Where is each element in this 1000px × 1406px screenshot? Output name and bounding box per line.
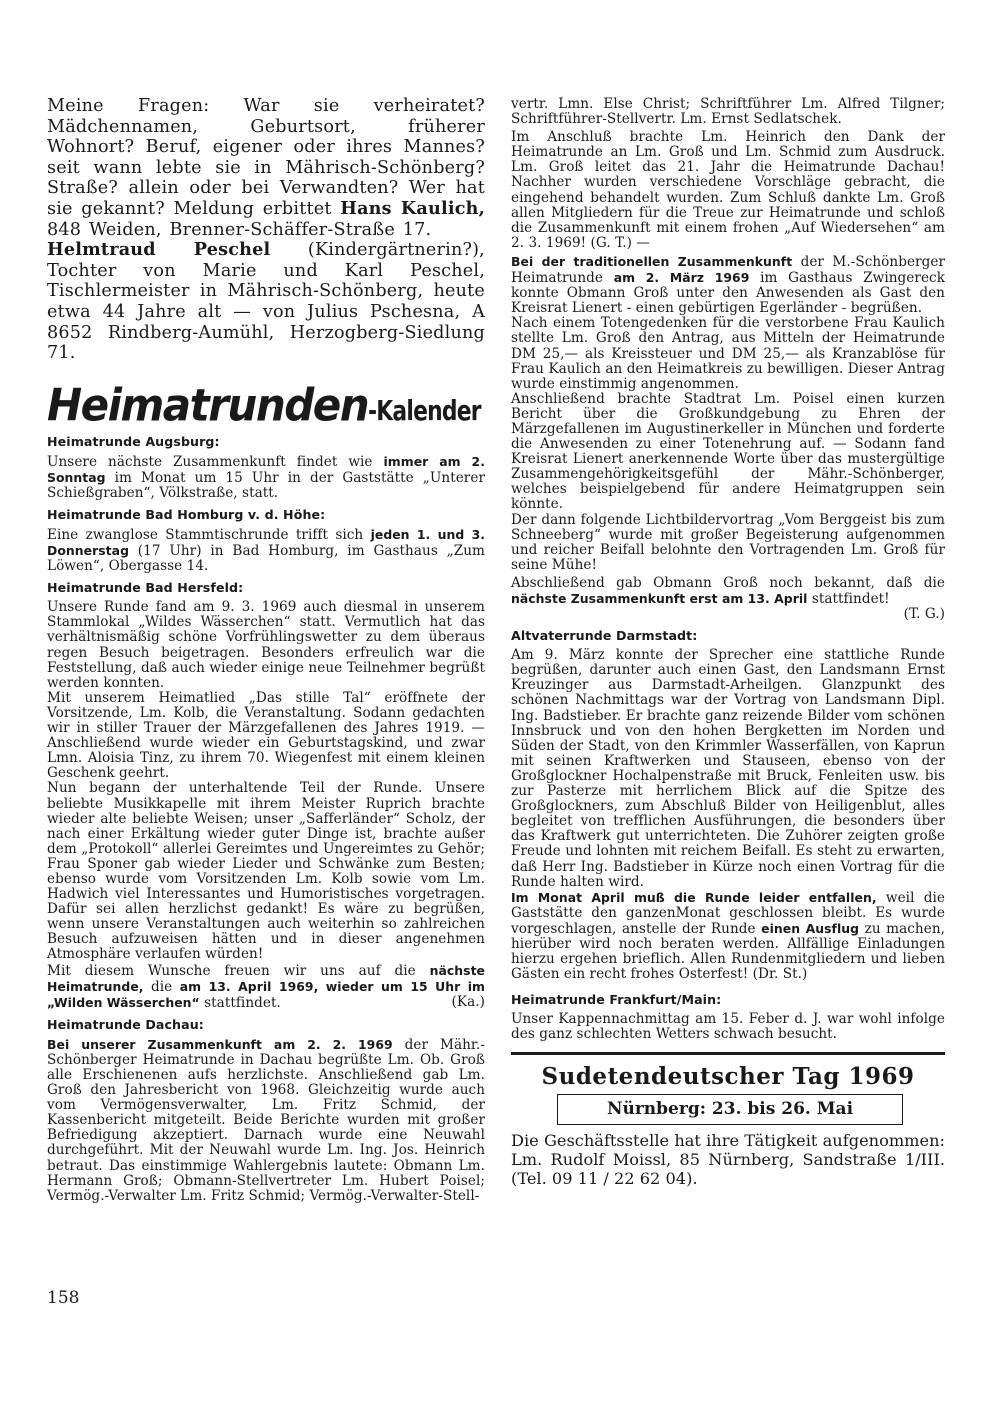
notice-text: Die Geschäftsstelle hat ihre Tätigkeit aufgenommen: Lm. Rudolf Moissl, 85 Nürnberg, Sandstraße 1/III. (Tel. 09 11 / 22 62 04). [511,1131,945,1189]
section-dachau-continued: vertr. Lmn. Else Christ; Schriftführer Lm. Alfred Tilgner; Schriftführer-Stellvertr. Lm. Ernst Sedlatschek. Im Anschluß brachte Lm. Heinrich den Dank der Heimatrunde an Lm. Groß und Lm. Schmid zum Ausdruck. Lm. Groß leitet das 21. Jahr die Heimatrunde Dachau! Nachher wurden verschiedene Vorschläge gebracht, die eingehend behandelt wurden. Zum Schluß dankte Lm. Groß allen Mitgliedern für die Treue zur Heimatrunde und schloß die Zusammenkunft mit einem frohen „Auf Wiedersehen“ am 2. 3. 1969! (G. T.) — Bei der traditionellen Zusammenkunft der M.-Schönberger Heimatrunde am 2. März 1969 im Gasthaus Zwingereck konnte Obmann Groß unter den Anwesenden als Gast den Kreisrat Lienert - einen gebürtigen Egerländer - begrüßen. Nach einem Totengedenken für die verstorbene Frau Kaulich stellte Lm. Groß den Antrag, aus Mitteln der Heimatrunde DM 25,— als Kreissteuer und DM 25,— als Kranzablöse für Frau Kaulich an den Heimatkreis zu bewilligen. Dieser Antrag wurde einstimmig angenommen. Anschließend brachte Stadtrat Lm. Poisel einen kurzen Bericht über die Großkundgebung zu Ehren der Märzgefallenen im Augustinerkeller in München und forderte die Anwesenden zu einer Totenehrung auf. — Sodann fand Kreisrat Lienert anerkennende Worte über das mustergültige Zusammengehörigkeitsgefühl der Mähr.-Schönberger, welches beispielgebend für andere Heimatgruppen sein könnte. Der dann folgende Lichtbildervortrag „Vom Berggeist bis zum Schneeberg“ wurde mit großer Begeisterung aufgenommen und reicher Beifall belohnte den Vortragenden Lm. Groß für seine Mühe! Abschließend gab Obmann Groß noch bekannt, daß die nächste Zusammenkunft erst am 13. April stattfindet! (T. G.) [511,96,945,623]
section-heading: Heimatrunde Frankfurt/Main: [511,992,722,1008]
section-heading: Altvaterrunde Darmstadt: [511,628,698,644]
kalender-heading: Heimatrunden-Kalender [47,379,481,431]
section-augsburg: Heimatrunde Augsburg: Unsere nächste Zusammenkunft findet wie immer am 2. Sonntag im Monat um 15 Uhr in der Gaststätte „Unterer Schießgraben“, Völkstraße, statt. [47,433,485,501]
section-bad-hersfeld: Heimatrunde Bad Hersfeld: Unsere Runde fand am 9. 3. 1969 auch diesmal in unserem Stammlokal „Wildes Wässerchen“ statt. Vermutlich hat das verhältnismäßig schöne Vorfrühlingswetter zu dem überaus regen Besuch beigetragen. Besonders erfreulich war die Feststellung, daß auch wieder einige neue Teilnehmer begrüßt werden konnten. Mit unserem Heimatlied „Das stille Tal“ eröffnete der Vorsitzende, Lm. Kolb, die Veranstaltung. Sodann gedachten wir in stiller Trauer der Märzgefallenen des Jahres 1919. — Anschließend wurde wieder ein Geburtstagskind, und zwar Lmn. Aloisia Tinz, zu ihrem 70. Wiegenfest mit einem kleinen Geschenk geehrt. Nun begann der unterhaltende Teil der Runde. Unsere beliebte Musikkapelle mit ihrem Meister Ruprich brachte wieder alte beliebte Weisen; unser „Safferländer“ Scholz, der nach einer Erkältung wieder guter Dinge ist, brachte außer dem „Protokoll“ allerlei Gereimtes und Ungereimtes zu Gehör; Frau Sponer gab wieder Lieder und Schwänke zum Besten; ebenso wurde vom Vorsitzenden Lm. Kolb sowie vom Lm. Hadwich viel Interessantes und Humoristisches vorgetragen. Dafür sei allen herzlichst gedankt! Es wäre zu begrüßen, wenn unsere Veranstaltungen auch weiterhin so zahlreichen Besuch aufzuweisen hätten und in dieser angenehmen Atmosphäre verlaufen würden! Mit diesem Wunsche freuen wir uns auf die nächste Heimatrunde, die am 13. April 1969, wieder um 15 Uhr im „Wilden Wässerchen“ stattfindet. (Ka.) [47,580,485,1011]
notice-title: Sudetendeutscher Tag 1969 [541,1063,915,1091]
notice-date-box: Nürnberg: 23. bis 26. Mai [557,1094,903,1125]
section-heading: Heimatrunde Bad Homburg v. d. Höhe: [47,507,326,522]
section-heading: Heimatrunde Augsburg: [47,433,220,449]
sudetendeutscher-tag-notice [511,1063,945,1188]
search-query-kaulich: Meine Fragen: War sie verheiratet? Mädchennamen, Geburtsort, früherer Wohnort? Beruf, eigener oder ihres Mannes? seit wann lebte sie in Mährisch-Schönberg? Straße? allein oder bei Verwandten? Wer hat sie gekannt? Meldung erbittet Hans Kaulich, 848 Weiden, Brenner-Schäffer-Straße 17. [47,96,485,240]
signature: (Ka.) [451,993,485,1010]
page-number: 158 [47,1288,80,1308]
section-bad-homburg: Heimatrunde Bad Homburg v. d. Höhe: Eine zwanglose Stammtischrunde trifft sich jeden 1. und 3. Donnerstag (17 Uhr) in Bad Homburg, im Gasthaus „Zum Löwen“, Obergasse 14. [47,507,485,575]
section-dachau: Heimatrunde Dachau: Bei unserer Zusammenkunft am 2. 2. 1969 der Mähr.-Schönberger Heimatrunde in Dachau begrüßte Lm. Ob. Groß alle Erschienenen aufs herzlichste. Anschließend gab Lm. Groß den Jahresbericht von 1968. Gleichzeitig wurde auch vom Vermögensverwalter, Lm. Fritz Schmid, der Kassenbericht mitgeteilt. Beide Berichte wurden mit großer Befriedigung akzeptiert. Darnach wurde eine Neuwahl durchgeführt. Mit der Neuwahl wurde Lm. Ing. Jos. Heinrich betraut. Das einstimmige Wahlergebnis lautete: Obmann Lm. Hermann Groß; Obmann-Stellvertreter Lm. Hubert Poisel; Vermög.-Verwalter Lm. Fritz Schmid; Vermög.-Verwalter-Stell- [47,1016,485,1204]
section-frankfurt: Heimatrunde Frankfurt/Main: Unser Kappennachmittag am 15. Feber d. J. war wohl infolge des ganz schlechten Wetters schwach besucht. [511,992,945,1043]
search-query-peschel: Helmtraud Peschel (Kindergärtnerin?), Tochter von Marie und Karl Peschel, Tischlermeister in Mährisch-Schönberg, heute etwa 44 Jahre alt — von Julius Pschesna, A 8652 Rindberg-Aumühl, Herzogberg-Siedlung 71. [47,239,485,364]
section-darmstadt: Altvaterrunde Darmstadt: Am 9. März konnte der Sprecher eine stattliche Runde begrüßen, darunter auch einen Gast, den Landsmann Ernst Kreuzinger aus Darmstadt-Arheilgen. Glanzpunkt des schönen Nachmittags war der Vortrag von Landsmann Dipl. Ing. Badstieber. Er brachte ganz reizende Bilder vom schönen Innsbruck und von den hohen Bergketten im Norden und Süden der Stadt, von den Krimmler Wasserfällen, von Kaprun mit seinen Kraftwerken und Stauseen, ebenso von der Großglockner Hochalpenstraße mit Bruck, Fenleiten usw. bis zur Pasterze mit herrlichem Blick auf die Spitze des Großglockners, zum Abschluß Bilder von Heiligenblut, alles begleitet von trefflichen Ausführungen, die besonders über das Kraftwerk gut unterrichteten. Die Zuhörer zeigten große Freude und lohnten mit reichem Beifall. Es steht zu erwarten, daß Herr Ing. Badstieber in Kürze noch einen Vortrag für die Runde halten wird. Im Monat April muß die Runde leider entfallen, weil die Gaststätte den ganzenMonat geschlossen bleibt. Es wurde vorgeschlagen, anstelle der Runde einen Ausflug zu machen, hierüber wird noch beraten werden. Allfällige Einladungen hierzu ergehen brieflich. Allen Rundenmitgliedern und lieben Gästen ein recht frohes Osterfest! (Dr. St.) [511,628,946,983]
left-column [47,96,485,1204]
section-heading: Heimatrunde Bad Hersfeld: [47,580,244,596]
signature: (T. G.) [903,606,945,623]
section-heading: Heimatrunde Dachau: [47,1016,204,1032]
divider [511,1052,945,1055]
right-column [511,97,945,1188]
